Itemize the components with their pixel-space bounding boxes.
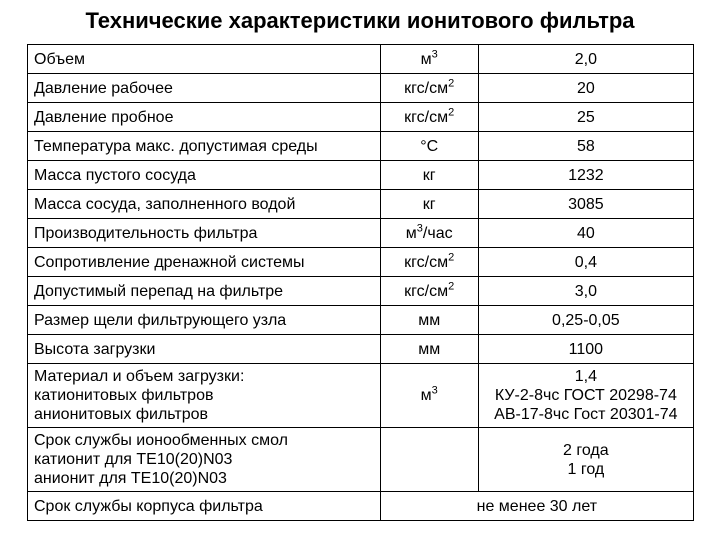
unit-suffix: /час	[422, 224, 453, 242]
material-value-3: АВ-17-8чс Гост 20301-74	[494, 406, 678, 423]
unit-cell	[380, 219, 478, 248]
unit-text: м	[420, 50, 432, 68]
param-cell: Допустимый перепад на фильтре	[28, 277, 381, 306]
unit-text: кгс/см	[404, 79, 449, 97]
service-body-value: не менее 30 лет	[380, 492, 693, 521]
service-body-param: Срок службы корпуса фильтра	[28, 492, 381, 521]
value-cell: 1100	[478, 335, 693, 364]
table-row	[28, 248, 694, 277]
value-cell: 2,0	[478, 45, 693, 74]
service-resin-line-3: анионит для ТЕ10(20)N03	[34, 470, 227, 487]
unit-text: °С	[420, 137, 439, 155]
value-cell: 1232	[478, 161, 693, 190]
table-row	[28, 277, 694, 306]
unit-superscript: 2	[448, 106, 455, 119]
table-row-material	[28, 364, 694, 428]
param-cell: Объем	[28, 45, 381, 74]
service-resin-param-cell	[28, 428, 381, 492]
value-cell: 40	[478, 219, 693, 248]
unit-text: мм	[418, 311, 441, 329]
param-cell: Размер щели фильтрующего узла	[28, 306, 381, 335]
material-unit-cell	[380, 364, 478, 428]
service-resin-value-cell	[478, 428, 693, 492]
material-line-2: катионитовых фильтров	[34, 387, 214, 404]
unit-cell	[380, 45, 478, 74]
value-cell: 0,25-0,05	[478, 306, 693, 335]
unit-superscript: 2	[448, 280, 455, 293]
material-unit-sup: 3	[431, 384, 438, 397]
value-cell: 58	[478, 132, 693, 161]
unit-cell	[380, 248, 478, 277]
material-line-3: анионитовых фильтров	[34, 406, 208, 423]
unit-superscript: 2	[448, 77, 455, 90]
material-value-2: КУ-2-8чс ГОСТ 20298-74	[494, 387, 677, 404]
service-resin-unit-cell	[380, 428, 478, 492]
material-value-1: 1,4	[574, 368, 597, 385]
material-line-1: Материал и объем загрузки:	[34, 368, 245, 385]
table-row	[28, 45, 694, 74]
table-row-service-resin	[28, 428, 694, 492]
service-resin-value-2: 1 год	[567, 460, 605, 478]
param-cell: Сопротивление дренажной системы	[28, 248, 381, 277]
service-resin-line-1: Срок службы ионообменных смол	[34, 432, 288, 449]
spec-table	[27, 44, 694, 521]
param-cell: Температура макс. допустимая среды	[28, 132, 381, 161]
unit-text: м	[405, 224, 417, 242]
param-cell: Масса сосуда, заполненного водой	[28, 190, 381, 219]
unit-text: кгс/см	[404, 108, 449, 126]
unit-superscript: 3	[431, 48, 438, 61]
table-row	[28, 306, 694, 335]
service-resin-value-1: 2 года	[563, 441, 609, 459]
unit-cell	[380, 190, 478, 219]
param-cell: Масса пустого сосуда	[28, 161, 381, 190]
unit-cell	[380, 132, 478, 161]
value-cell: 3085	[478, 190, 693, 219]
table-row	[28, 219, 694, 248]
unit-cell	[380, 335, 478, 364]
value-cell: 20	[478, 74, 693, 103]
unit-text: кг	[422, 166, 436, 184]
table-row	[28, 161, 694, 190]
unit-cell	[380, 103, 478, 132]
unit-cell	[380, 277, 478, 306]
unit-text: кгс/см	[404, 253, 449, 271]
table-row-service-body	[28, 492, 694, 521]
table-row	[28, 74, 694, 103]
unit-cell	[380, 161, 478, 190]
material-unit: м	[420, 387, 432, 404]
unit-text: кгс/см	[404, 282, 449, 300]
material-value-cell	[478, 364, 693, 428]
unit-cell	[380, 306, 478, 335]
table-row	[28, 132, 694, 161]
param-cell: Давление рабочее	[28, 74, 381, 103]
param-cell: Производительность фильтра	[28, 219, 381, 248]
unit-text: кг	[422, 195, 436, 213]
table-row	[28, 103, 694, 132]
unit-superscript: 2	[448, 251, 455, 264]
param-cell: Давление пробное	[28, 103, 381, 132]
param-cell: Высота загрузки	[28, 335, 381, 364]
unit-cell	[380, 74, 478, 103]
unit-text: мм	[418, 340, 441, 358]
page-title: Технические характеристики ионитового фильтра	[85, 8, 635, 33]
value-cell: 25	[478, 103, 693, 132]
unit-superscript: 3	[416, 222, 423, 235]
table-row	[28, 190, 694, 219]
value-cell: 0,4	[478, 248, 693, 277]
material-param-cell	[28, 364, 381, 428]
spec-table-body	[28, 45, 694, 521]
value-cell: 3,0	[478, 277, 693, 306]
table-row	[28, 335, 694, 364]
service-resin-line-2: катионит для ТЕ10(20)N03	[34, 451, 233, 468]
